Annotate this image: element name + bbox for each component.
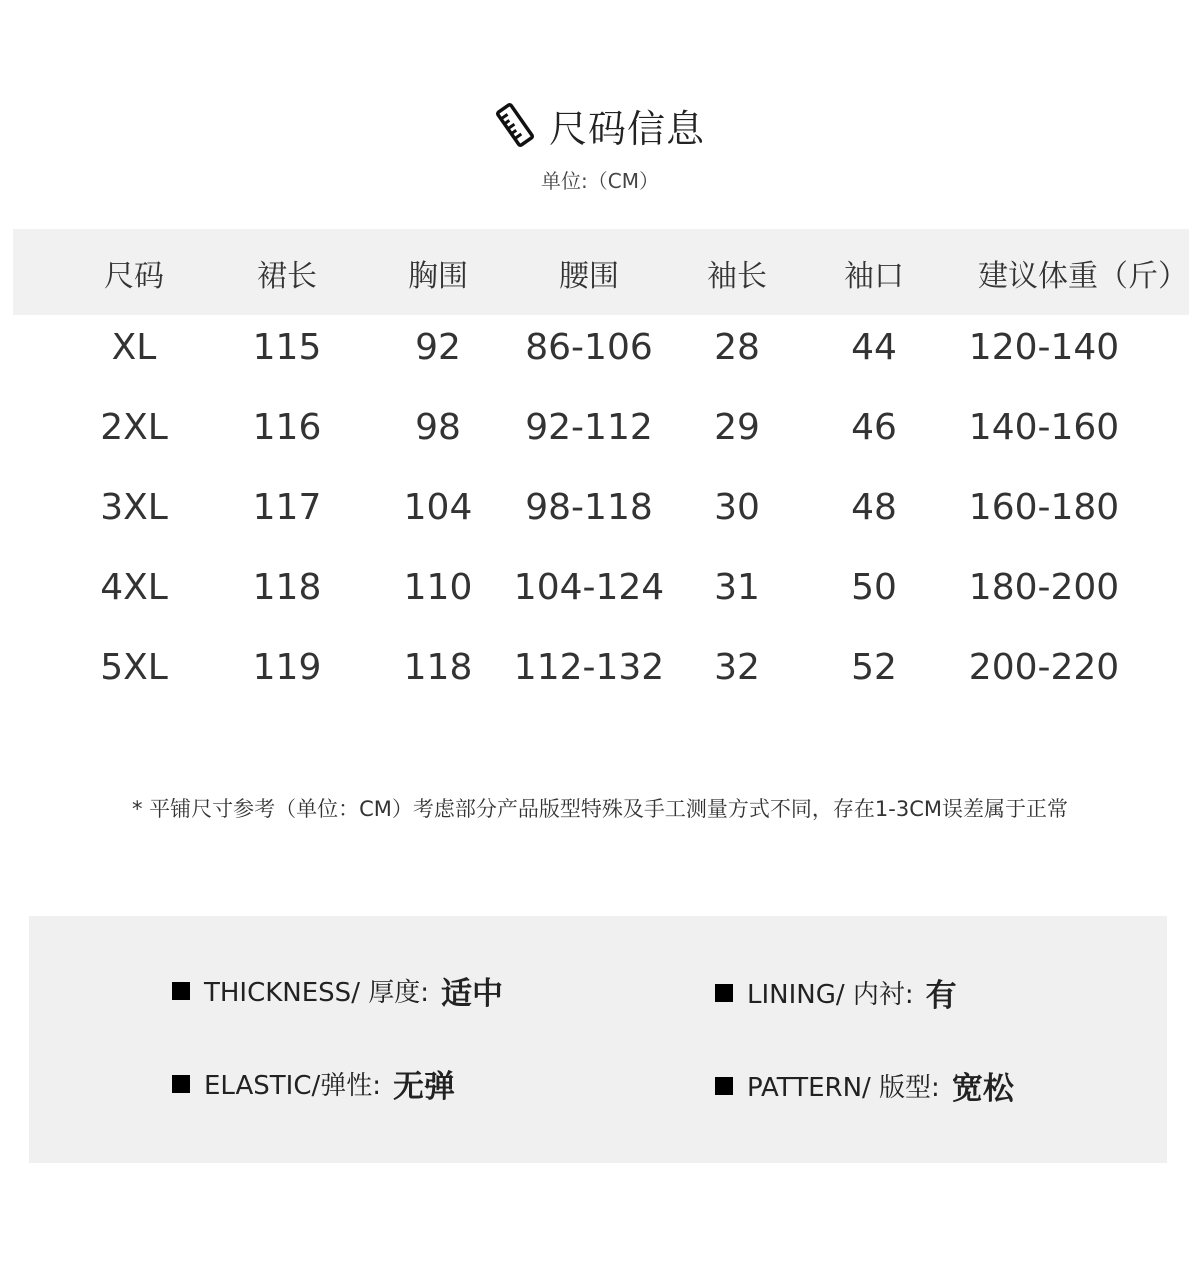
column-header-weight: 建议体重（斤） [978, 259, 1188, 294]
column-header-cuff: 袖口 [844, 259, 904, 294]
column-header-size: 尺码 [104, 259, 164, 294]
table-cell: 110 [403, 567, 473, 608]
table-cell: 86-106 [525, 327, 653, 368]
table-cell: 104-124 [513, 567, 665, 608]
table-row [13, 635, 1189, 715]
attribute-value: 适中 [440, 976, 503, 1012]
table-row [13, 395, 1189, 475]
table-cell: 4XL [100, 567, 168, 608]
table-cell: 112-132 [513, 647, 665, 688]
page-title: 尺码信息 [548, 106, 705, 151]
bullet-square-icon [715, 1077, 733, 1095]
attribute-label: LINING/ 内衬: [747, 980, 914, 1010]
table-cell: 120-140 [968, 327, 1120, 368]
table-cell: 28 [714, 327, 760, 368]
table-cell: 180-200 [968, 567, 1120, 608]
column-header-waist: 腰围 [559, 259, 619, 294]
size-table [13, 229, 1189, 715]
attribute-label: ELASTIC/弹性: [204, 1071, 382, 1101]
table-cell: 140-160 [968, 407, 1120, 448]
table-cell: 118 [403, 647, 473, 688]
table-cell: 92-112 [525, 407, 653, 448]
table-cell: 3XL [100, 487, 168, 528]
table-cell: 98 [415, 407, 461, 448]
title-row [0, 95, 1200, 155]
table-row [13, 475, 1189, 555]
table-cell: 200-220 [968, 647, 1120, 688]
table-cell: 119 [252, 647, 322, 688]
table-cell: 30 [714, 487, 760, 528]
table-cell: 98-118 [525, 487, 653, 528]
table-cell: 2XL [100, 407, 168, 448]
bullet-square-icon [715, 984, 733, 1002]
attribute-pattern [715, 1063, 1014, 1108]
table-header [13, 229, 1189, 315]
measurement-note: * 平铺尺寸参考（单位：CM）考虑部分产品版型特殊及手工测量方式不同，存在1-3CM误差属于正常 [131, 797, 1069, 821]
attribute-lining [715, 970, 957, 1015]
attribute-value: 有 [925, 978, 957, 1014]
table-cell: 160-180 [968, 487, 1120, 528]
column-header-sleeve-length: 袖长 [707, 259, 767, 294]
table-cell: 116 [252, 407, 322, 448]
column-header-bust: 胸围 [408, 259, 468, 294]
table-cell: 115 [252, 327, 322, 368]
table-cell: 92 [415, 327, 461, 368]
table-row [13, 315, 1189, 395]
bullet-square-icon [172, 1075, 190, 1093]
attribute-thickness [172, 968, 503, 1013]
table-cell: 31 [714, 567, 760, 608]
table-cell: 46 [851, 407, 897, 448]
table-cell: 48 [851, 487, 897, 528]
table-cell: 32 [714, 647, 760, 688]
table-cell: 50 [851, 567, 897, 608]
table-cell: 118 [252, 567, 322, 608]
attribute-value: 无弹 [393, 1069, 456, 1105]
table-body [13, 315, 1189, 715]
attribute-label: THICKNESS/ 厚度: [204, 978, 429, 1008]
fabric-attributes-panel [29, 916, 1167, 1163]
size-info-header [0, 95, 1200, 194]
table-cell: 44 [851, 327, 897, 368]
column-header-skirt-length: 裙长 [257, 259, 317, 294]
table-cell: XL [111, 327, 157, 368]
bullet-square-icon [172, 982, 190, 1000]
unit-subtitle: 单位:（CM） [541, 169, 659, 193]
attribute-value: 宽松 [951, 1071, 1014, 1107]
attribute-elastic [172, 1061, 455, 1106]
table-cell: 29 [714, 407, 760, 448]
table-row [13, 555, 1189, 635]
attribute-label: PATTERN/ 版型: [747, 1073, 940, 1103]
table-cell: 5XL [100, 647, 168, 688]
table-cell: 117 [252, 487, 322, 528]
table-cell: 52 [851, 647, 897, 688]
table-cell: 104 [403, 487, 473, 528]
ruler-icon [495, 102, 535, 148]
